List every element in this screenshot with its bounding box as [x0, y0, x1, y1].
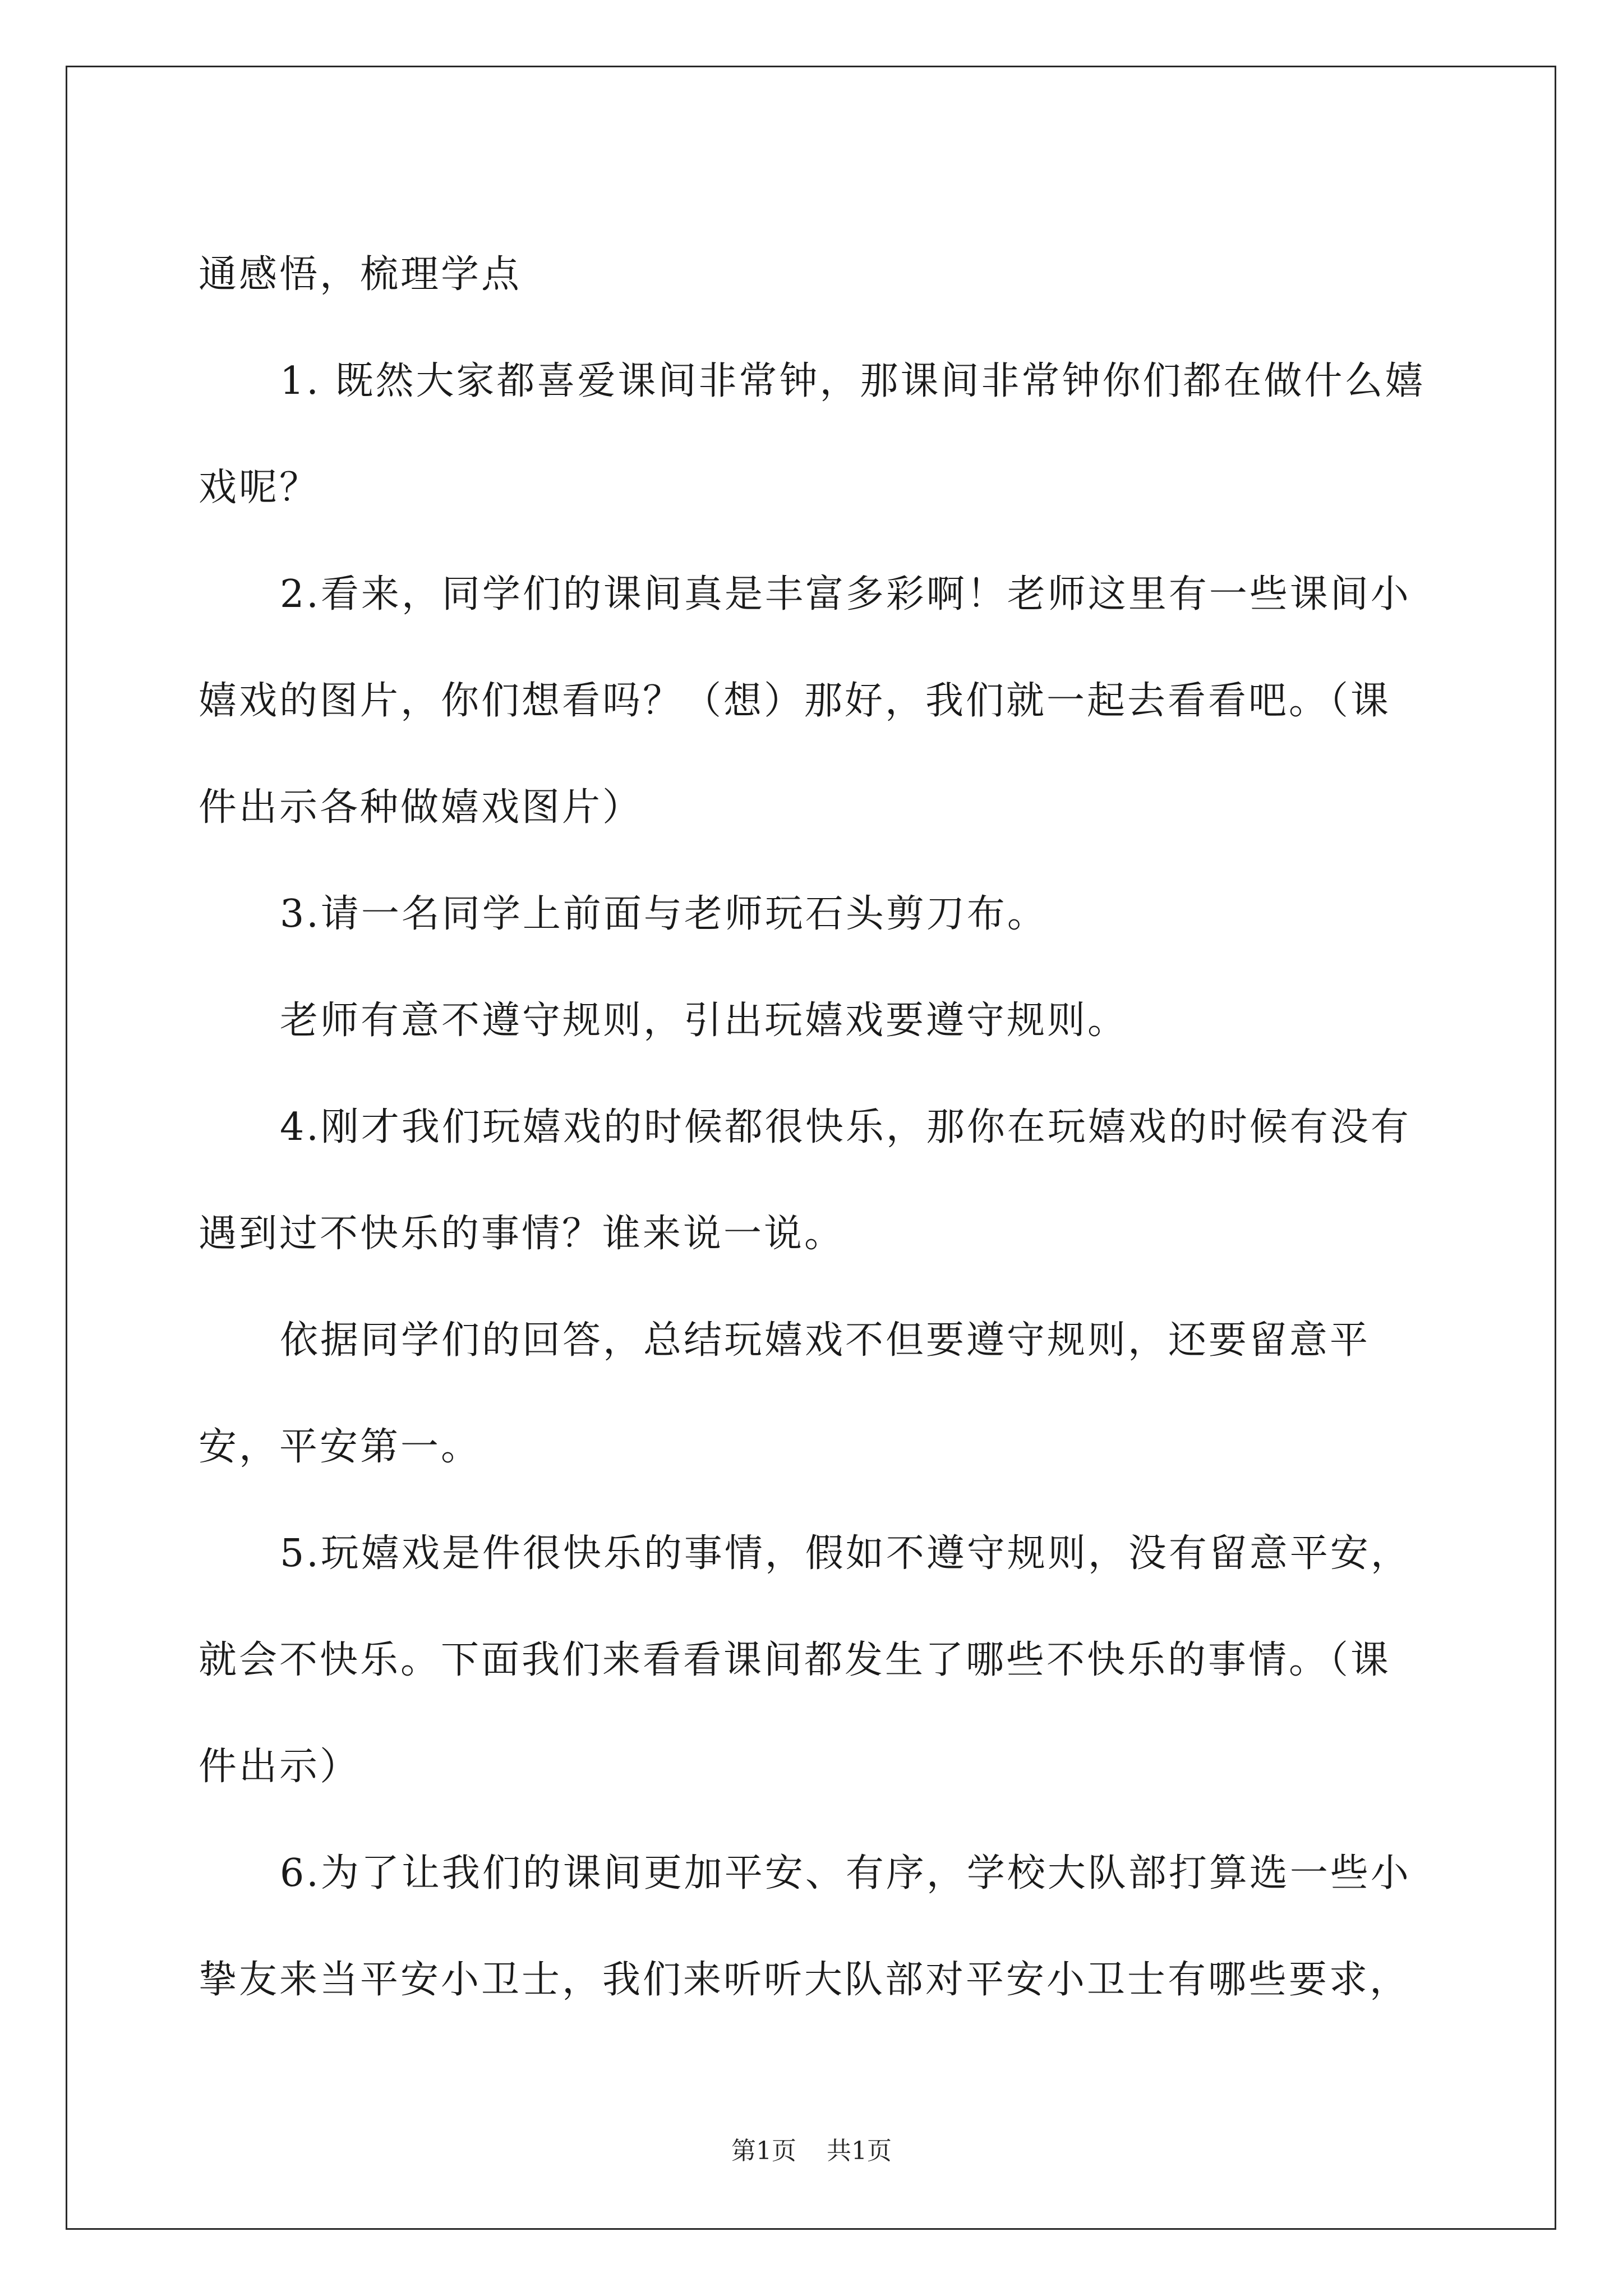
paragraph-8: 6.为了让我们的课间更加平安、有序，学校大队部打算选一些小挚友来当平安小卫士，我们来听听大队部对平安小卫士有哪些要求， — [199, 1851, 1411, 2002]
paragraph-3: 3.请一名同学上前面与老师玩石头剪刀布。 — [280, 892, 1048, 936]
paragraph-5: 4.刚才我们玩嬉戏的时候都很快乐，那你在玩嬉戏的时候有没有遇到过不快乐的事情？谁来说一说。 — [199, 1105, 1411, 1256]
page-number-current: 第1页 — [731, 2137, 796, 2165]
paragraph-7: 5.玩嬉戏是件很快乐的事情，假如不遵守规则，没有留意平安，就会不快乐。下面我们来看看课间都发生了哪些不快乐的事情。（课件出示） — [199, 1531, 1411, 1789]
paragraph-6: 依据同学们的回答，总结玩嬉戏不但要遵守规则，还要留意平安，平安第一。 — [199, 1318, 1371, 1469]
paragraph-2: 2.看来，同学们的课间真是丰富多彩啊！老师这里有一些课间小嬉戏的图片，你们想看吗？（想）那好，我们就一起去看看吧。（课件出示各种做嬉戏图片） — [199, 572, 1411, 830]
page-footer — [0, 2134, 1623, 2168]
page-number-total: 共1页 — [827, 2137, 892, 2165]
document-body — [199, 222, 1427, 2033]
paragraph-1: 1. 既然大家都喜爱课间非常钟，那课间非常钟你们都在做什么嬉戏呢？ — [199, 359, 1426, 510]
paragraph-0: 通感悟，梳理学点 — [199, 252, 522, 297]
paragraph-4: 老师有意不遵守规则，引出玩嬉戏要遵守规则。 — [280, 999, 1128, 1043]
